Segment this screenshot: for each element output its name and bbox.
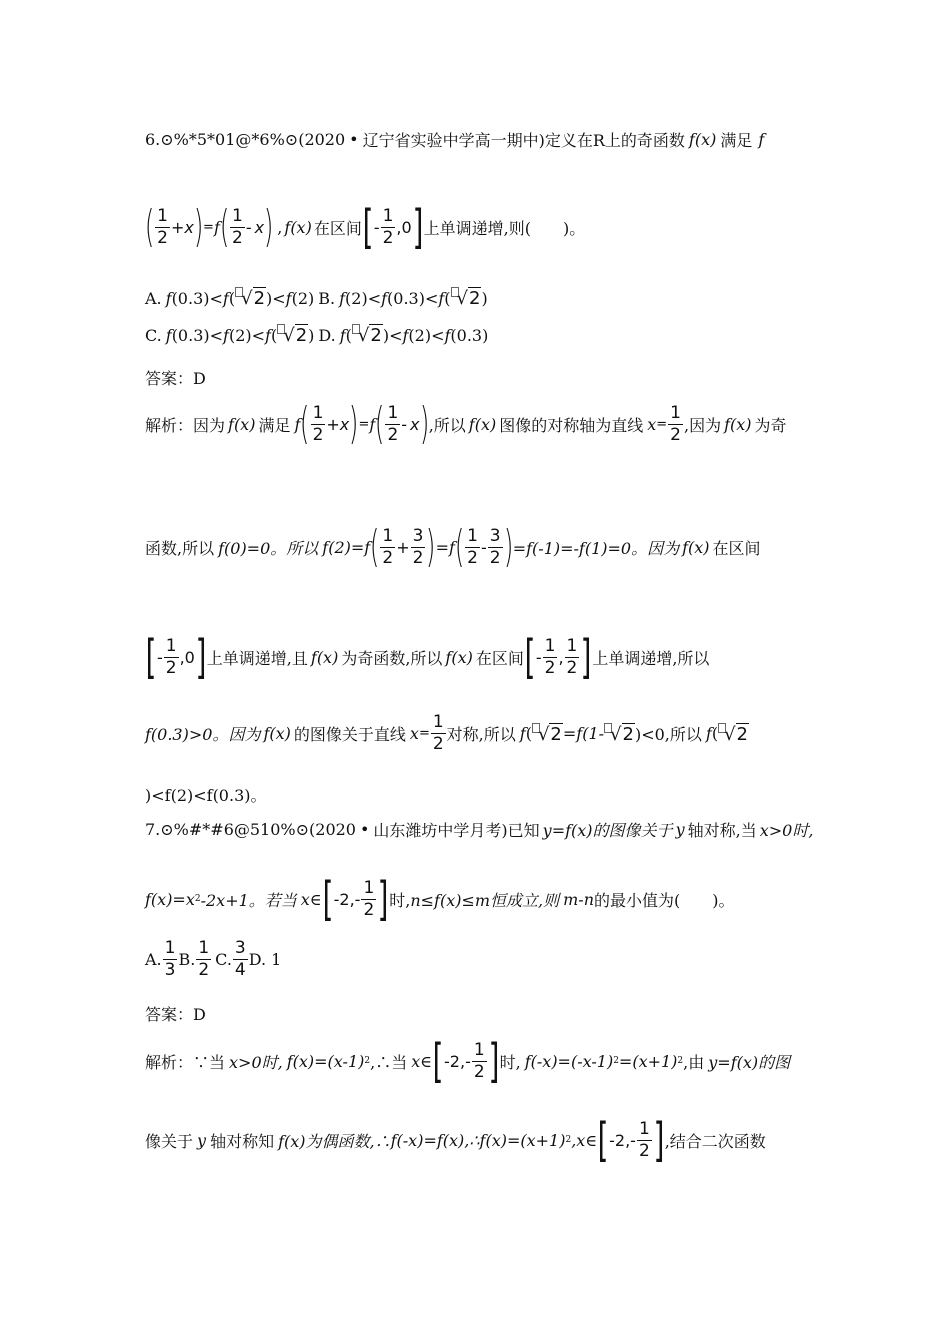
q6-number: 6.⊙%*5*01@*6%⊙(2020 xyxy=(145,130,346,149)
q7-analysis-2: 像关于 y 轴对称知 f(x)为偶函数,∴ f(-x)=f(x),∴ f(x)=(x+1) 2 ,x∈ [ -2,- $\frac{1}{2}$ ] ,结合二次函数 xyxy=(145,1113,766,1167)
cube-root-icon: √ 2 xyxy=(352,324,383,346)
bullet-icon: • xyxy=(349,130,359,149)
fx: f(x) xyxy=(688,130,717,149)
q7-condition: f(x)=x 2 -2x+1。若当 x∈ [ -2,- $\frac{1}{2}$ ] 时, n≤f(x)≤m恒成立,则 m-n 的最小值为( )。 xyxy=(145,872,735,926)
fraction-half: $\frac{1}{2}$ xyxy=(157,205,168,248)
q6-stem-tail: 满足 xyxy=(720,131,753,150)
bullet-icon: • xyxy=(359,820,370,839)
q6-answer: 答案：D xyxy=(145,369,206,388)
q7-options: A. $\frac{1}{3}$ B. $\frac{1}{2}$ C. $\frac{3}{4}$ D. 1 xyxy=(145,938,282,980)
q6-stem xyxy=(145,128,764,151)
q6-source: 辽宁省实验中学高一期中)定义在R上的奇函数 xyxy=(362,131,685,150)
q6-condition: ( $\frac{1}{2}$ + x ) = f ( $\frac{1}{2}$ - x ) , f(x) 在区间 [ - $\frac{1}{2}$ , 0 ] 上单调递增,则( )。 xyxy=(144,200,586,254)
q6-options-cd: C. f (0.3)< f (2)< f ( √ 2 ) D. f ( √ 2 )< f (2)< f (0.3) xyxy=(145,325,489,346)
q6-analysis-5: )<f(2)<f(0.3)。 xyxy=(145,786,267,805)
q7-stem: 7.⊙%#*#6@510%⊙(2020 • 山东潍坊中学月考)已知 y=f(x)的图像关于 y 轴对称,当 x>0时, xyxy=(145,820,814,840)
cube-root-icon: √ 2 xyxy=(277,324,308,346)
cube-root-icon: √ 2 xyxy=(451,287,482,309)
q6-analysis-3: [ - $\frac{1}{2}$ , 0 ] 上单调递增,且 f(x) 为奇函数,所以 f(x) 在区间 [ - $\frac{1}{2}$ , $\frac{1}{2}$ ] 上单调递增,所以 xyxy=(145,630,710,684)
q6-analysis-1: 解析：因为 f(x) 满足 f ( $\frac{1}{2}$ + x ) = f ( $\frac{1}{2}$ - x ) ,所以 f(x) 图像的对称轴为直线 x = $\frac{1}{2}$ ,因为 f(x) 为奇 xyxy=(145,398,787,449)
q6-analysis-4: f(0.3)>0。因为 f(x) 的图像关于直线 x = $\frac{1}{2}$ 对称,所以 f ( √ 2 =f(1- √ 2 )<0,所以 f ( √ 2 xyxy=(145,712,748,754)
q6-options-ab: A. f (0.3)< f ( √ 2 )< f (2) B. f (2)< f (0.3)< f ( √ 2 ) xyxy=(145,288,488,309)
cube-root-icon: √ 2 xyxy=(235,287,266,309)
fraction-half: $\frac{1}{2}$ xyxy=(382,205,394,248)
f-letter: f xyxy=(758,130,765,149)
fraction-half: $\frac{1}{2}$ xyxy=(232,205,243,248)
q6-analysis-2: 函数,所以 f(0)=0。所以 f(2)=f ( $\frac{1}{2}$ + $\frac{3}{2}$ ) =f ( $\frac{1}{2}$ - $\frac{3}{2}$ ) =f(-1)=-f(1)=0。因为 f(x) 在区间 xyxy=(145,521,761,572)
q7-analysis-1: 解析：∵当 x>0时, f(x)=(x-1) 2 ,∴当 x∈ [ -2,- $\frac{1}{2}$ ] 时, f(-x)=(-x-1) 2 =(x+1) 2 ,由 y=f(x)的图 xyxy=(145,1034,791,1088)
q7-answer: 答案：D xyxy=(145,1005,206,1024)
